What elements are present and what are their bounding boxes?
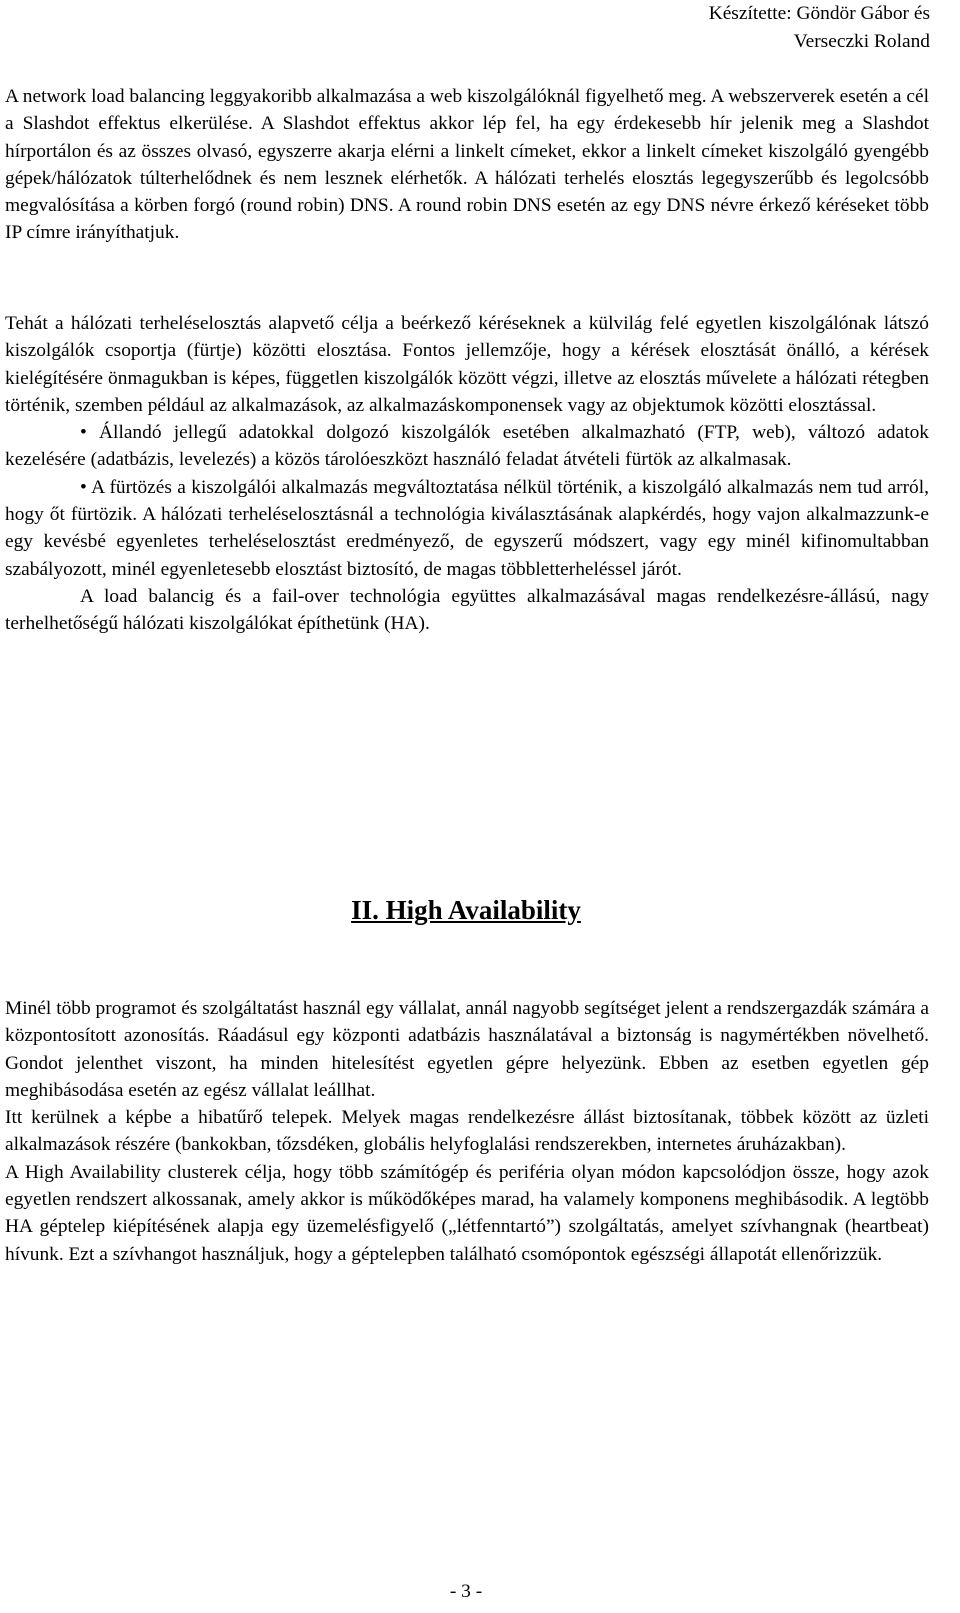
page-header xyxy=(709,0,930,56)
bullet-icon: • xyxy=(80,476,87,498)
bullet-text: A fürtözés a kiszolgálói alkalmazás megváltoztatása nélkül történik, a kiszolgáló alkalmazás nem tud arról, hogy őt fürtözik. A hálózati terheléselosztásnál a technológia kiválasztásának alapkérdés, hogy vajon alkalmazzunk-e egy kevésbé egyenletes terheléselosztást eredményező, de egyszerű módszert, vagy egy minél kifinomultabban szabályozott, minél egyenletesebb elosztást biztosító, de magas többletterheléssel járót. xyxy=(5,476,929,580)
bullet-item xyxy=(5,419,929,474)
header-author-line-2: Verseczki Roland xyxy=(793,31,930,52)
paragraph: Tehát a hálózati terheléselosztás alapvető célja a beérkező kéréseknek a külvilág felé egyetlen kiszolgálónak látszó kiszolgálók csoportja (fürtje) közötti elosztása. Fontos jellemzője, hogy a kérések elosztását önálló, a kérések kielégítésére önmagukban is képes, független kiszolgálók között végzi, illetve az elosztás művelete a hálózati rétegben történik, szemben például az alkalmazások, az alkalmazáskomponensek vagy az objektumok közötti elosztással. xyxy=(5,313,929,416)
bullet-icon: • xyxy=(80,422,87,444)
paragraph: Itt kerülnek a képbe a hibatűrő telepek. Melyek magas rendelkezésre állást biztosítanak, többek között az üzleti alkalmazások részére (bankokban, tőzsdéken, globális helyfoglalási rendszerekben, internetes áruházakban). xyxy=(5,1107,929,1156)
paragraph: A network load balancing leggyakoribb alkalmazása a web kiszolgálóknál figyelhető meg. A webszerverek esetén a cél a Slashdot effektus elkerülése. A Slashdot effektus akkor lép fel, ha egy érdekesebb hír jelenik meg a Slashdot hírportálon és az összes olvasó, egyszerre akarja elérni a linkelt címeket, ekkor a linkelt címeket kiszolgáló gyengébb gépek/hálózatok túlterhelődnek és nem lesznek elérhetők. A hálózati terhelés elosztás legegyszerűbb és legolcsóbb megvalósítása a körben forgó (round robin) DNS. A round robin DNS esetén az egy DNS névre érkező kéréseket több IP címre irányíthatjuk. xyxy=(5,86,929,244)
section-high-availability xyxy=(5,995,929,1268)
section-load-balancing xyxy=(5,83,929,247)
page-number: - 3 - xyxy=(449,1581,483,1602)
section-heading: II. High Availability xyxy=(351,895,581,925)
bullet-text: Állandó jellegű adatokkal dolgozó kiszolgálók esetében alkalmazható (FTP, web), változó adatok kezelésére (adatbázis, levelezés) a közös tárolóeszközt használó feladat átvételi fürtök az alkalmasak. xyxy=(5,422,929,471)
paragraph: A load balancig és a fail-over technológia együttes alkalmazásával magas rendelkezésre-állású, nagy terhelhetőségű hálózati kiszolgálókat építhetünk (HA). xyxy=(5,585,929,635)
paragraph: Minél több programot és szolgáltatást használ egy vállalat, annál nagyobb segítséget jelent a rendszergazdák számára a központosított azonosítás. Ráadásul egy központi adatbázis használatával a biztonság is nagymértékben növelhető. Gondot jelenthet viszont, ha minden hitelesítést egyetlen gépre helyezünk. Ebben az esetben egyetlen gép meghibásodása esetén az egész vállalat leállhat. xyxy=(5,998,929,1101)
section-terheleselosztas xyxy=(5,310,929,638)
bullet-item xyxy=(5,474,929,583)
paragraph: A High Availability clusterek célja, hogy több számítógép és periféria olyan módon kapcsolódjon össze, hogy azok egyetlen rendszert alkossanak, amely akkor is működőképes marad, ha valamely komponens meghibásodik. A legtöbb HA géptelep kiépítésének alapja egy üzemelésfigyelő („létfenntartó”) szolgáltatás, amelyet szívhangnak (heartbeat) hívunk. Ezt a szívhangot használjuk, hogy a géptelepben található csomópontok egészségi állapotát ellenőrizzük. xyxy=(5,1161,929,1265)
header-author-line: Készítette: Göndör Gábor és xyxy=(708,3,930,24)
